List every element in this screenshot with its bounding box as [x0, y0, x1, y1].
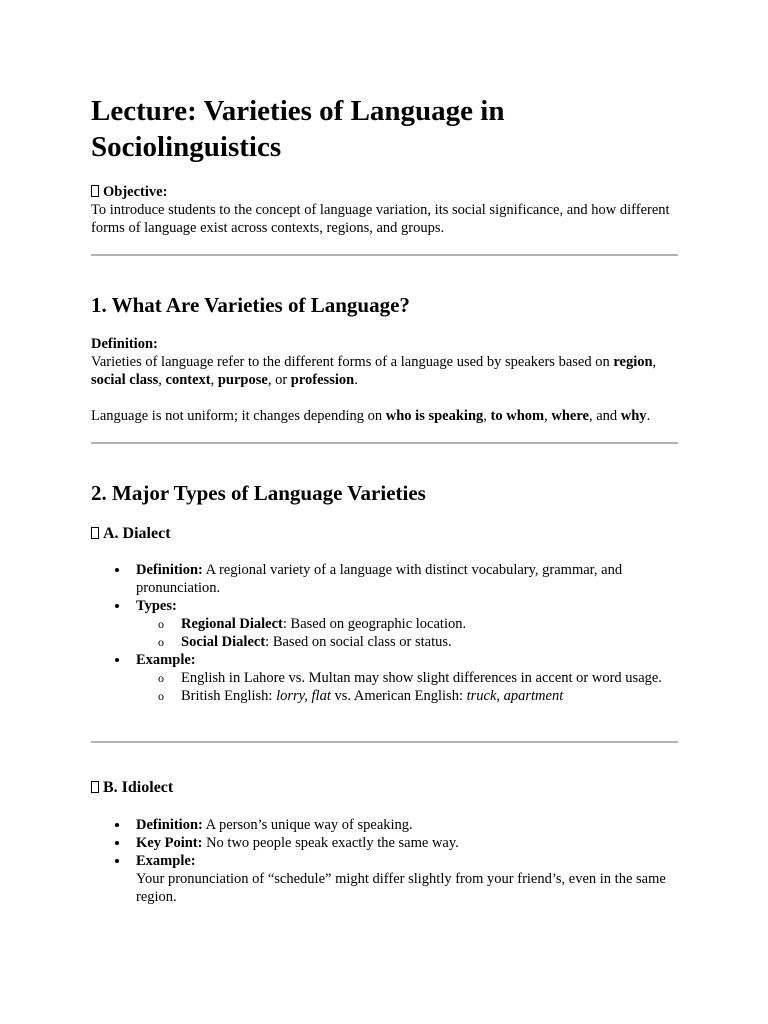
missing-glyph-icon — [91, 185, 99, 197]
section-1-body — [91, 335, 679, 425]
section-1-heading: 1. What Are Varieties of Language? — [91, 293, 410, 317]
definition-label: Definition: — [91, 336, 158, 352]
idiolect-heading-row — [91, 778, 679, 798]
list-item: Key Point: No two people speak exactly the same way. — [136, 834, 679, 852]
list-item: Definition: A person’s unique way of speaking. — [136, 816, 679, 834]
section-1 — [91, 292, 679, 318]
example-sublist — [136, 669, 679, 705]
section-divider — [91, 442, 678, 444]
list-item: o British English: lorry, flat vs. American English: truck, apartment — [181, 687, 679, 705]
page-title: Lecture: Varieties of Language in Sociolinguistics — [91, 95, 505, 163]
idiolect-heading: B. Idiolect — [103, 779, 174, 796]
list-item: Types: o Regional Dialect: Based on geographic location. o Social Dialect: Based on social class or status. — [136, 597, 679, 651]
idiolect-list — [91, 816, 679, 906]
dialect-heading: A. Dialect — [103, 525, 171, 542]
definition-paragraph: Varieties of language refer to the different forms of a language used by speakers based on region, social class, context, purpose, or profession. — [91, 354, 657, 388]
list-item: o Social Dialect: Based on social class or status. — [181, 633, 679, 651]
missing-glyph-icon — [91, 527, 99, 539]
section-divider — [91, 254, 678, 256]
list-item: o English in Lahore vs. Multan may show slight differences in accent or word usage. — [181, 669, 679, 687]
section-2-heading: 2. Major Types of Language Varieties — [91, 481, 426, 505]
section-divider — [91, 741, 678, 743]
types-sublist — [136, 615, 679, 651]
objective-label: Objective: — [103, 184, 168, 200]
missing-glyph-icon — [91, 781, 99, 793]
list-item: Example: Your pronunciation of “schedule” might differ slightly from your friend’s, even in the same region. — [136, 852, 679, 906]
list-item: Definition: A regional variety of a language with distinct vocabulary, grammar, and pronunciation. — [136, 561, 679, 597]
list-item: o Regional Dialect: Based on geographic location. — [181, 615, 679, 633]
idiolect-list-block — [91, 816, 679, 906]
uniform-paragraph: Language is not uniform; it changes depending on who is speaking, to whom, where, and why. — [91, 408, 651, 424]
dialect-list-block — [91, 561, 679, 705]
objective-text: To introduce students to the concept of language variation, its social significance, and how different forms of language exist across contexts, regions, and groups. — [91, 202, 670, 236]
objective-block — [91, 183, 679, 237]
list-item: Example: o English in Lahore vs. Multan may show slight differences in accent or word usage. o British English: lorry, flat vs. American English: truck, apartment — [136, 651, 679, 705]
dialect-heading-row — [91, 524, 679, 544]
dialect-list — [91, 561, 679, 705]
section-2 — [91, 480, 679, 506]
